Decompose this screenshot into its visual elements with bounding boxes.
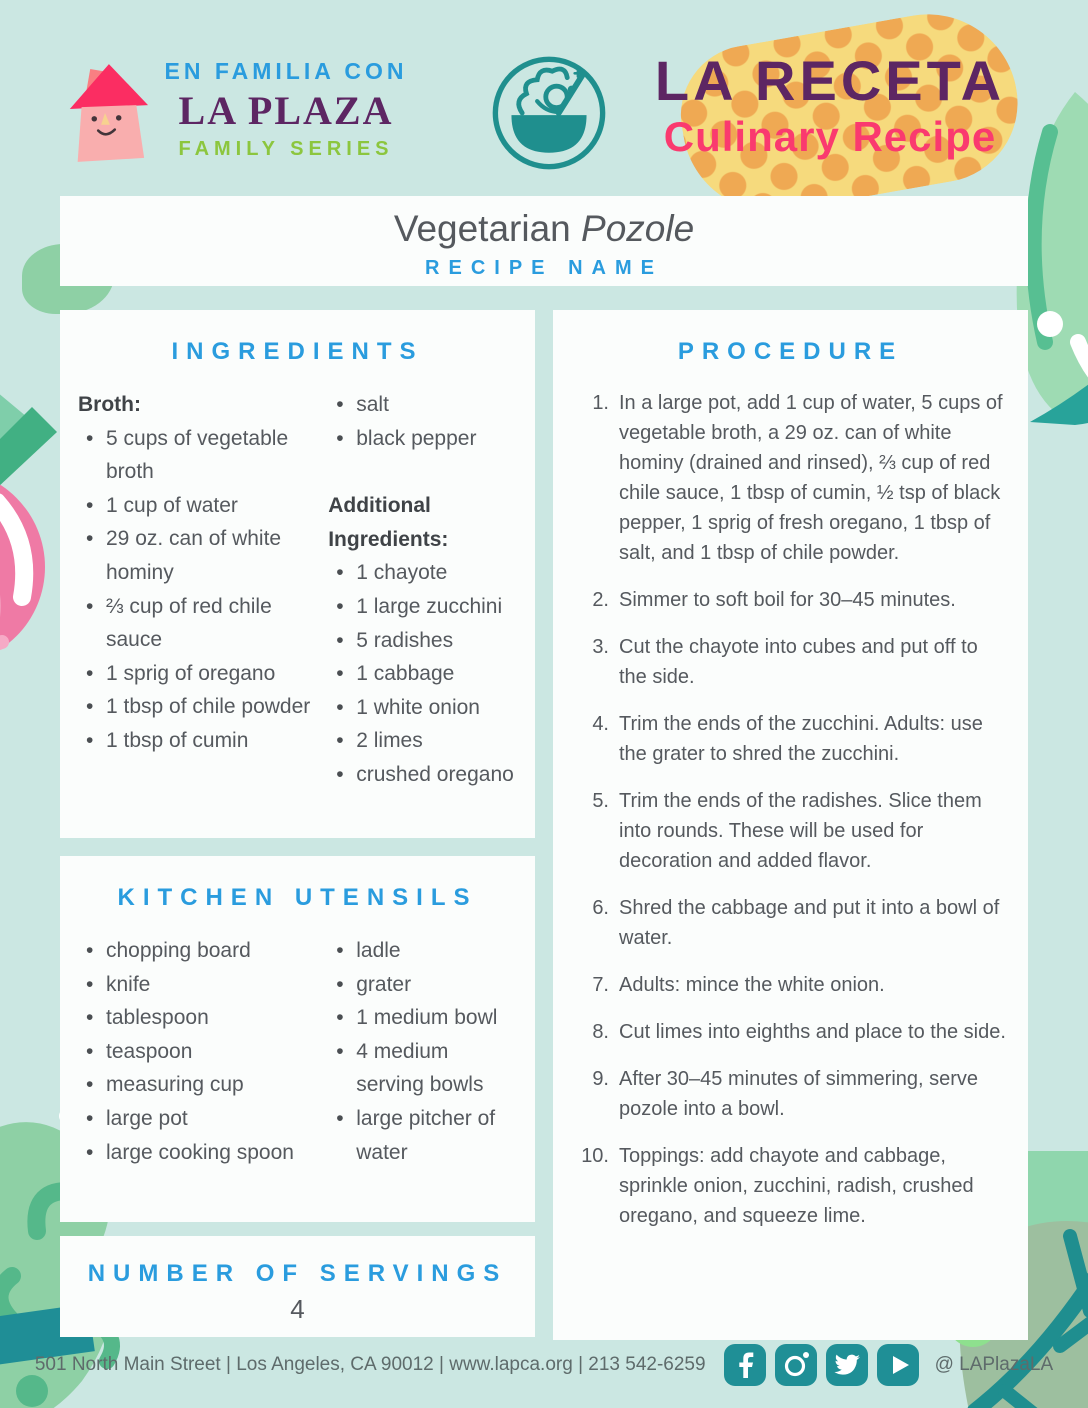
- twitter-icon[interactable]: [826, 1344, 868, 1386]
- step-text: In a large pot, add 1 cup of water, 5 cups of vegetable broth, a 29 oz. can of white hominy (drained and rinsed), ⅔ cup of red chile sauce, 1 tbsp of cumin, ½ tsp of black pepper, 1 sprig of fresh oregano, 1 tbsp of salt, and 1 tbsp of chile powder.: [619, 392, 1003, 564]
- la-receta-logo: [628, 49, 1032, 161]
- list-item: • 1 white onion: [328, 691, 517, 725]
- list-item: • measuring cup: [78, 1068, 328, 1102]
- instagram-icon[interactable]: [775, 1344, 817, 1386]
- recipe-name-band: [60, 196, 1028, 286]
- utensils-column-2: [328, 934, 517, 1169]
- kitchen-utensils-title: KITCHEN UTENSILS: [117, 884, 478, 911]
- procedure-step: [575, 786, 1008, 876]
- additional-ingredients-heading: Additional Ingredients:: [328, 494, 449, 551]
- step-text: Cut limes into eighths and place to the side.: [619, 1021, 1006, 1043]
- list-item: • large pot: [78, 1102, 328, 1136]
- list-item: • large cooking spoon: [78, 1136, 328, 1170]
- footer-contact-text: 501 North Main Street | Los Angeles, CA 90012 | www.lapca.org | 213 542-6259: [34, 1354, 706, 1375]
- broth-heading: Broth:: [78, 393, 141, 416]
- list-item: • 5 cups of vegetable broth: [78, 422, 328, 489]
- ingredients-column-2: [328, 388, 517, 792]
- family-series-logo: [148, 58, 424, 161]
- step-number: 4.: [592, 713, 609, 735]
- procedure-step: [575, 1017, 1008, 1047]
- step-number: 9.: [592, 1068, 609, 1090]
- list-item: • tablespoon: [78, 1001, 328, 1035]
- recipe-name-label: RECIPE NAME: [425, 257, 663, 279]
- youtube-icon[interactable]: [877, 1344, 919, 1386]
- utensils-list-1: [78, 934, 328, 1169]
- procedure-step: [575, 893, 1008, 953]
- procedure-title: PROCEDURE: [677, 338, 904, 365]
- recipe-name: [60, 208, 1028, 250]
- step-text: Adults: mince the white onion.: [619, 974, 885, 996]
- family-series-text: FAMILY SERIES: [178, 138, 394, 160]
- list-item: • 1 medium bowl: [328, 1001, 517, 1035]
- list-item: • grater: [328, 968, 517, 1002]
- procedure-step: [575, 585, 1008, 615]
- procedure-step: [575, 970, 1008, 1000]
- house-icon: [62, 48, 150, 174]
- list-item: • 2 limes: [328, 724, 517, 758]
- list-item: • 1 tbsp of cumin: [78, 724, 328, 758]
- list-item: • crushed oregano: [328, 758, 517, 792]
- list-item: • 1 cup of water: [78, 489, 328, 523]
- list-item: • salt: [328, 388, 517, 422]
- step-text: Trim the ends of the radishes. Slice them into rounds. These will be used for decoration and added flavor.: [619, 790, 982, 872]
- step-text: Cut the chayote into cubes and put off to the side.: [619, 636, 978, 688]
- list-item: • 1 cabbage: [328, 657, 517, 691]
- list-item: • 1 tbsp of chile powder: [78, 690, 328, 724]
- list-item: • 1 chayote: [328, 556, 517, 590]
- list-item: • 4 medium serving bowls: [328, 1035, 517, 1102]
- step-text: Toppings: add chayote and cabbage, sprinkle onion, zucchini, radish, crushed oregano, and squeeze lime.: [619, 1145, 974, 1227]
- procedure-section: [553, 310, 1028, 1340]
- list-item: • large pitcher of water: [328, 1102, 517, 1169]
- ingredients-title: INGREDIENTS: [171, 338, 424, 365]
- step-number: 5.: [592, 790, 609, 812]
- header: [0, 0, 1088, 196]
- ingredients-column-1: [78, 388, 328, 792]
- la-plaza-logo-text: LA PLAZA: [178, 88, 394, 133]
- footer: [0, 1344, 1088, 1386]
- procedure-step: [575, 1064, 1008, 1124]
- social-icons: [724, 1344, 919, 1386]
- list-item: • 29 oz. can of white hominy: [78, 522, 328, 589]
- utensils-list-2: [328, 934, 517, 1169]
- step-number: 7.: [592, 974, 609, 996]
- ingredients-section: [60, 310, 535, 838]
- servings-section: [60, 1236, 535, 1337]
- utensils-column-1: [78, 934, 328, 1169]
- step-text: Trim the ends of the zucchini. Adults: use the grater to shred the zucchini.: [619, 713, 983, 765]
- step-number: 1.: [592, 392, 609, 414]
- step-number: 3.: [592, 636, 609, 658]
- list-item: • black pepper: [328, 422, 517, 456]
- list-item: • 1 sprig of oregano: [78, 657, 328, 691]
- facebook-icon[interactable]: [724, 1344, 766, 1386]
- social-handle-text: @ LAPlazaLA: [934, 1354, 1054, 1375]
- step-number: 2.: [592, 589, 609, 611]
- culinary-recipe-subtitle: Culinary Recipe: [663, 112, 997, 160]
- step-number: 10.: [581, 1145, 609, 1167]
- kitchen-utensils-section: [60, 856, 535, 1222]
- procedure-step: [575, 709, 1008, 769]
- list-item: • chopping board: [78, 934, 328, 968]
- additional-ingredients-list: [328, 556, 517, 791]
- step-text: After 30–45 minutes of simmering, serve pozole into a bowl.: [619, 1068, 979, 1120]
- list-item: • ⅔ cup of red chile sauce: [78, 590, 328, 657]
- procedure-step: [575, 388, 1008, 568]
- radish-decoration: [0, 372, 67, 667]
- step-text: Shred the cabbage and put it into a bowl of water.: [619, 897, 1000, 949]
- recipe-name-italic: Pozole: [581, 208, 695, 249]
- seasoning-list: [328, 388, 517, 455]
- list-item: • ladle: [328, 934, 517, 968]
- list-item: • teaspoon: [78, 1035, 328, 1069]
- list-item: • 1 large zucchini: [328, 590, 517, 624]
- salad-bowl-icon: [490, 54, 608, 172]
- step-number: 8.: [592, 1021, 609, 1043]
- step-text: Simmer to soft boil for 30–45 minutes.: [619, 589, 956, 611]
- procedure-step: [575, 1141, 1008, 1231]
- recipe-name-regular: Vegetarian: [393, 208, 571, 249]
- servings-title: NUMBER OF SERVINGS: [87, 1260, 508, 1287]
- list-item: • knife: [78, 968, 328, 1002]
- procedure-steps: [553, 366, 1028, 1231]
- la-receta-title: LA RECETA: [654, 49, 1006, 112]
- procedure-step: [575, 632, 1008, 692]
- list-item: • 5 radishes: [328, 624, 517, 658]
- servings-value: 4: [290, 1294, 305, 1324]
- step-number: 6.: [592, 897, 609, 919]
- en-familia-con-text: EN FAMILIA CON: [164, 58, 408, 84]
- broth-list: [78, 422, 328, 758]
